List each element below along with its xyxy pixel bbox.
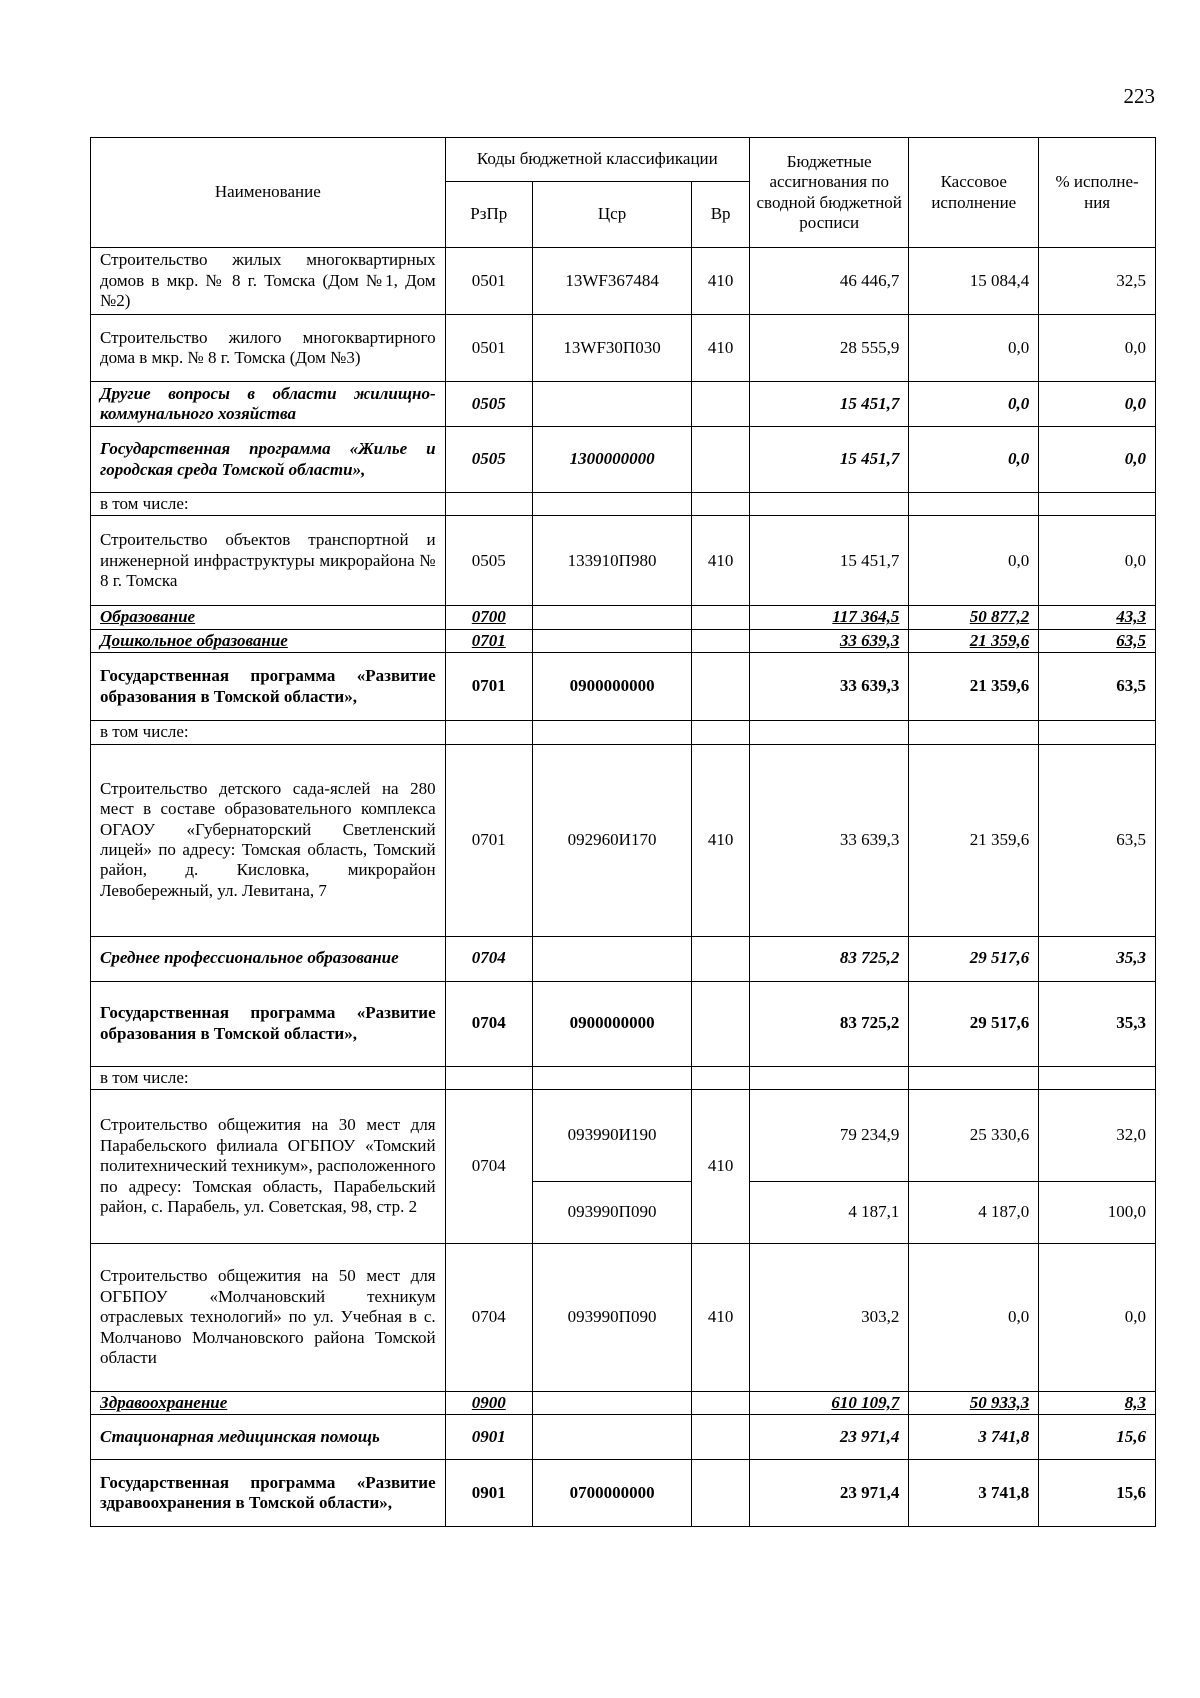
cell-vr: 410	[692, 744, 750, 936]
header-cash: Кассовое исполнение	[909, 138, 1039, 248]
cell-pct: 63,5	[1039, 653, 1156, 721]
table-row	[91, 315, 1156, 382]
cell-csr: 13WF30П030	[532, 315, 691, 382]
cell-cash: 0,0	[909, 516, 1039, 606]
cell-cash: 29 517,6	[909, 936, 1039, 981]
cell-vr: 410	[692, 1089, 750, 1243]
page-number: 223	[1123, 84, 1155, 108]
cell-vr	[692, 493, 750, 516]
cell-csr	[532, 1066, 691, 1089]
cell-cash: 3 741,8	[909, 1460, 1039, 1527]
table-row	[91, 516, 1156, 606]
table-row	[91, 1391, 1156, 1414]
header-csr: Цср	[532, 182, 691, 248]
cell-cash: 21 359,6	[909, 744, 1039, 936]
split-row-group	[91, 1089, 1156, 1243]
cell-pct: 15,6	[1039, 1415, 1156, 1460]
cell-rzpr: 0900	[445, 1391, 532, 1414]
header-rzpr: РзПр	[445, 182, 532, 248]
cell-vr: 410	[692, 315, 750, 382]
cell-name: Строительство детского сада-яслей на 280 мест в составе образовательного комплекса ОГАОУ «Губернаторский Светленский лицей» по адресу: Томская область, Томский район, д. Кисловка, микрорайон Левобережный, ул. Левитана, 7	[91, 744, 446, 936]
cell-budget: 83 725,2	[750, 981, 909, 1066]
cell-rzpr: 0704	[445, 1089, 532, 1243]
cell-cash: 0,0	[909, 315, 1039, 382]
cell-cash: 50 933,3	[909, 1391, 1039, 1414]
cell-pct: 32,5	[1039, 248, 1156, 315]
cell-name: Стационарная медицинская помощь	[91, 1415, 446, 1460]
cell-name: Строительство жилого многоквартирного дома в мкр. № 8 г. Томска (Дом №3)	[91, 315, 446, 382]
table-row	[91, 382, 1156, 427]
cell-csr: 092960И170	[532, 744, 691, 936]
cell-csr: 0900000000	[532, 981, 691, 1066]
cell-cash: 3 741,8	[909, 1415, 1039, 1460]
cell-vr	[692, 721, 750, 744]
cell-rzpr: 0901	[445, 1460, 532, 1527]
cell-vr	[692, 1460, 750, 1527]
header-budget: Бюджетные ассигнования по сводной бюджетной росписи	[750, 138, 909, 248]
cell-budget: 23 971,4	[750, 1460, 909, 1527]
cell-csr	[532, 382, 691, 427]
cell-pct: 43,3	[1039, 606, 1156, 629]
cell-pct	[1039, 493, 1156, 516]
cell-budget	[750, 493, 909, 516]
cell-pct: 35,3	[1039, 936, 1156, 981]
table-row	[91, 427, 1156, 493]
cell-name: в том числе:	[91, 721, 446, 744]
cell-name: Строительство общежития на 50 мест для ОГБПОУ «Молчановский техникум отраслевых технологий» по ул. Учебная в с. Молчаново Молчановского района Томской области	[91, 1243, 446, 1391]
cell-budget: 33 639,3	[750, 744, 909, 936]
header-vr: Вр	[692, 182, 750, 248]
cell-rzpr: 0505	[445, 427, 532, 493]
cell-csr: 133910П980	[532, 516, 691, 606]
cell-pct: 0,0	[1039, 382, 1156, 427]
table-row	[91, 936, 1156, 981]
cell-name: в том числе:	[91, 493, 446, 516]
table-row	[91, 981, 1156, 1066]
cell-csr	[532, 721, 691, 744]
cell-cash	[909, 1066, 1039, 1089]
cell-rzpr: 0505	[445, 516, 532, 606]
cell-vr	[692, 653, 750, 721]
cell-csr	[532, 1415, 691, 1460]
cell-name: Строительство жилых многоквартирных домов в мкр. № 8 г. Томска (Дом №1, Дом №2)	[91, 248, 446, 315]
cell-budget	[750, 721, 909, 744]
cell-pct: 100,0	[1039, 1181, 1156, 1243]
cell-csr: 1300000000	[532, 427, 691, 493]
cell-rzpr: 0704	[445, 981, 532, 1066]
cell-cash: 25 330,6	[909, 1089, 1039, 1181]
cell-name: Здравоохранение	[91, 1391, 446, 1414]
cell-vr	[692, 606, 750, 629]
cell-cash: 0,0	[909, 427, 1039, 493]
cell-csr: 13WF367484	[532, 248, 691, 315]
table-row	[91, 493, 1156, 516]
cell-budget: 33 639,3	[750, 653, 909, 721]
cell-rzpr: 0505	[445, 382, 532, 427]
cell-cash: 4 187,0	[909, 1181, 1039, 1243]
cell-cash	[909, 493, 1039, 516]
cell-budget: 4 187,1	[750, 1181, 909, 1243]
cell-cash: 21 359,6	[909, 629, 1039, 652]
table-row	[91, 1415, 1156, 1460]
cell-cash: 50 877,2	[909, 606, 1039, 629]
table-row	[91, 606, 1156, 629]
cell-cash: 29 517,6	[909, 981, 1039, 1066]
cell-name: Государственная программа «Развитие образования в Томской области»,	[91, 653, 446, 721]
cell-pct: 63,5	[1039, 629, 1156, 652]
cell-rzpr: 0901	[445, 1415, 532, 1460]
cell-pct: 0,0	[1039, 516, 1156, 606]
cell-rzpr: 0704	[445, 936, 532, 981]
cell-csr: 0700000000	[532, 1460, 691, 1527]
cell-name: в том числе:	[91, 1066, 446, 1089]
cell-rzpr	[445, 721, 532, 744]
cell-rzpr: 0501	[445, 248, 532, 315]
cell-budget: 15 451,7	[750, 427, 909, 493]
table-row	[91, 721, 1156, 744]
cell-pct	[1039, 721, 1156, 744]
cell-name: Образование	[91, 606, 446, 629]
cell-rzpr: 0701	[445, 744, 532, 936]
cell-csr: 093990П090	[532, 1181, 691, 1243]
cell-csr	[532, 629, 691, 652]
cell-vr: 410	[692, 248, 750, 315]
cell-vr: 410	[692, 1243, 750, 1391]
cell-budget: 33 639,3	[750, 629, 909, 652]
cell-vr	[692, 382, 750, 427]
cell-csr: 093990П090	[532, 1243, 691, 1391]
cell-name: Государственная программа «Жилье и городская среда Томской области»,	[91, 427, 446, 493]
cell-csr: 0900000000	[532, 653, 691, 721]
header-name: Наименование	[91, 138, 446, 248]
cell-rzpr: 0501	[445, 315, 532, 382]
cell-name: Строительство общежития на 30 мест для Парабельского филиала ОГБПОУ «Томский политехнический техникум», расположенного по адресу: Томская область, Парабельский район, с. Парабель, ул. Советская, 98, стр. 2	[91, 1089, 446, 1243]
header-codes: Коды бюджетной классификации	[445, 138, 749, 182]
cell-budget: 83 725,2	[750, 936, 909, 981]
table-row	[91, 1066, 1156, 1089]
budget-table	[90, 137, 1156, 1527]
cell-vr	[692, 1391, 750, 1414]
cell-budget: 15 451,7	[750, 516, 909, 606]
cell-budget: 610 109,7	[750, 1391, 909, 1414]
cell-vr: 410	[692, 516, 750, 606]
table-row	[91, 1460, 1156, 1527]
cell-budget	[750, 1066, 909, 1089]
cell-rzpr: 0701	[445, 629, 532, 652]
header-pct: % исполне-ния	[1039, 138, 1156, 248]
table-row	[91, 248, 1156, 315]
cell-rzpr	[445, 493, 532, 516]
cell-budget: 28 555,9	[750, 315, 909, 382]
cell-csr	[532, 936, 691, 981]
cell-csr	[532, 1391, 691, 1414]
cell-pct: 15,6	[1039, 1460, 1156, 1527]
cell-vr	[692, 427, 750, 493]
cell-cash: 21 359,6	[909, 653, 1039, 721]
table-row	[91, 653, 1156, 721]
cell-rzpr: 0700	[445, 606, 532, 629]
cell-csr: 093990И190	[532, 1089, 691, 1181]
cell-budget: 15 451,7	[750, 382, 909, 427]
cell-csr	[532, 493, 691, 516]
cell-name: Государственная программа «Развитие здравоохранения в Томской области»,	[91, 1460, 446, 1527]
cell-vr	[692, 629, 750, 652]
table-header	[91, 138, 1156, 248]
table-row	[91, 629, 1156, 652]
table-row	[91, 1089, 1156, 1181]
table-row	[91, 744, 1156, 936]
cell-vr	[692, 1415, 750, 1460]
cell-cash: 0,0	[909, 382, 1039, 427]
cell-rzpr	[445, 1066, 532, 1089]
cell-pct: 0,0	[1039, 427, 1156, 493]
cell-pct: 32,0	[1039, 1089, 1156, 1181]
cell-vr	[692, 936, 750, 981]
cell-vr	[692, 981, 750, 1066]
cell-vr	[692, 1066, 750, 1089]
cell-pct: 0,0	[1039, 315, 1156, 382]
cell-cash: 0,0	[909, 1243, 1039, 1391]
table-row	[91, 1243, 1156, 1391]
cell-name: Среднее профессиональное образование	[91, 936, 446, 981]
table-body-2	[91, 1243, 1156, 1526]
cell-rzpr: 0704	[445, 1243, 532, 1391]
cell-csr	[532, 606, 691, 629]
cell-name: Дошкольное образование	[91, 629, 446, 652]
cell-rzpr: 0701	[445, 653, 532, 721]
table-body-1	[91, 248, 1156, 1090]
cell-cash: 15 084,4	[909, 248, 1039, 315]
cell-pct: 0,0	[1039, 1243, 1156, 1391]
cell-budget: 303,2	[750, 1243, 909, 1391]
cell-budget: 23 971,4	[750, 1415, 909, 1460]
cell-pct: 35,3	[1039, 981, 1156, 1066]
cell-pct: 63,5	[1039, 744, 1156, 936]
cell-budget: 46 446,7	[750, 248, 909, 315]
cell-cash	[909, 721, 1039, 744]
cell-pct: 8,3	[1039, 1391, 1156, 1414]
cell-budget: 79 234,9	[750, 1089, 909, 1181]
cell-name: Строительство объектов транспортной и инженерной инфраструктуры микрорайона № 8 г. Томска	[91, 516, 446, 606]
cell-pct	[1039, 1066, 1156, 1089]
cell-budget: 117 364,5	[750, 606, 909, 629]
cell-name: Другие вопросы в области жилищно-коммунального хозяйства	[91, 382, 446, 427]
cell-name: Государственная программа «Развитие образования в Томской области»,	[91, 981, 446, 1066]
